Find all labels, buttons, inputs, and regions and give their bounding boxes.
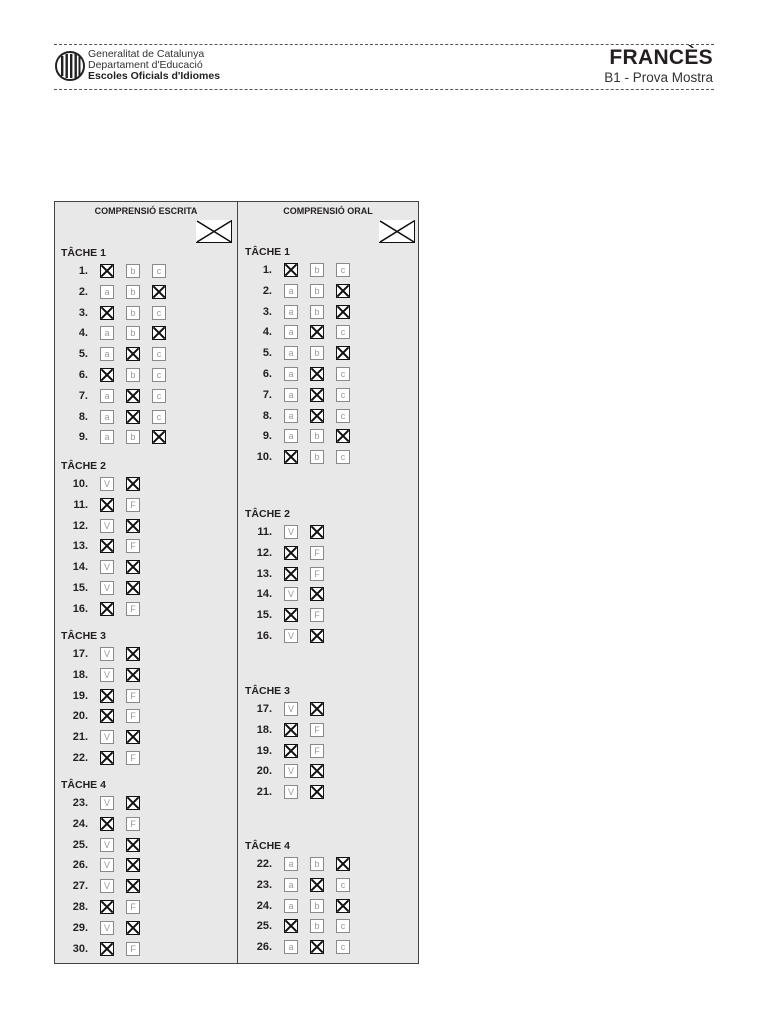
- answer-option-c-checked[interactable]: [336, 857, 350, 871]
- answer-option-v[interactable]: V: [100, 477, 114, 491]
- written-crossed-box: [196, 220, 232, 243]
- oral-question-row: [242, 325, 362, 341]
- answer-option-v-checked[interactable]: [100, 751, 114, 765]
- oral-question-row: [242, 764, 362, 780]
- question-number: 6.: [262, 368, 272, 380]
- answer-option-a[interactable]: a: [100, 285, 114, 299]
- question-number: 21.: [256, 786, 272, 799]
- answer-option-a[interactable]: a: [284, 284, 298, 298]
- answer-option-f[interactable]: F: [126, 709, 140, 723]
- answer-option-f[interactable]: F: [126, 817, 140, 831]
- org-line-3: Escoles Oficials d'Idiomes: [88, 70, 221, 82]
- question-number: 4.: [262, 326, 272, 339]
- question-number: 7.: [262, 388, 272, 401]
- oral-question-row: [242, 450, 362, 466]
- question-number: 29.: [72, 921, 88, 934]
- question-number: 24.: [72, 817, 88, 830]
- answer-option-a-checked[interactable]: [100, 368, 114, 382]
- answer-option-b-checked[interactable]: [310, 878, 324, 892]
- answer-option-f-checked[interactable]: [126, 730, 140, 744]
- answer-option-b[interactable]: b: [310, 284, 324, 298]
- answer-option-b-checked[interactable]: [126, 347, 140, 361]
- question-number: 23.: [72, 797, 88, 809]
- answer-option-f[interactable]: F: [126, 602, 140, 616]
- oral-question-row: [242, 702, 362, 718]
- question-number: 19.: [72, 689, 88, 702]
- answer-option-f-checked[interactable]: [310, 785, 324, 799]
- written-question-row: [58, 285, 178, 301]
- answer-option-b[interactable]: b: [310, 450, 324, 464]
- question-number: 18.: [72, 668, 88, 681]
- answer-option-v-checked[interactable]: [100, 539, 114, 553]
- oral-question-row: [242, 587, 362, 603]
- answer-option-c[interactable]: c: [336, 878, 350, 892]
- written-question-row: [58, 389, 178, 405]
- question-number: 1.: [78, 265, 88, 277]
- answer-option-a[interactable]: a: [100, 326, 114, 340]
- answer-option-a[interactable]: a: [284, 388, 298, 402]
- answer-option-f[interactable]: F: [126, 498, 140, 512]
- written-question-row: [58, 410, 178, 426]
- question-number: 20.: [256, 765, 272, 778]
- oral-question-row: [242, 899, 362, 915]
- question-number: 6.: [78, 369, 88, 381]
- answer-option-c-checked[interactable]: [336, 305, 350, 319]
- question-number: 21.: [72, 731, 88, 744]
- question-number: 12.: [256, 546, 272, 559]
- answer-option-f-checked[interactable]: [126, 560, 140, 574]
- question-number: 8.: [262, 409, 272, 422]
- answer-option-c-checked[interactable]: [336, 284, 350, 298]
- answer-option-v[interactable]: V: [100, 796, 114, 810]
- answer-option-v[interactable]: V: [100, 858, 114, 872]
- question-number: 16.: [72, 602, 88, 615]
- organization-name: [88, 49, 220, 82]
- written-question-row: [58, 689, 178, 705]
- question-number: 13.: [72, 540, 88, 553]
- answer-option-v[interactable]: V: [100, 647, 114, 661]
- written-question-row: [58, 306, 178, 322]
- oral-question-row: [242, 919, 362, 935]
- answer-option-c-checked[interactable]: [152, 326, 166, 340]
- oral-section-label: TÂCHE 2: [245, 508, 290, 520]
- answer-option-v[interactable]: V: [100, 879, 114, 893]
- answer-option-f-checked[interactable]: [126, 519, 140, 533]
- question-number: 17.: [256, 703, 272, 715]
- answer-option-v[interactable]: V: [284, 629, 298, 643]
- answer-option-f-checked[interactable]: [126, 838, 140, 852]
- header-bottom-rule: [54, 89, 714, 90]
- written-question-row: [58, 602, 178, 618]
- written-question-row: [58, 709, 178, 725]
- answer-option-v[interactable]: V: [284, 702, 298, 716]
- question-number: 7.: [78, 389, 88, 402]
- column-divider: [237, 201, 238, 964]
- answer-option-f[interactable]: F: [126, 942, 140, 956]
- answer-option-v-checked[interactable]: [284, 608, 298, 622]
- question-number: 13.: [256, 567, 272, 580]
- question-number: 19.: [256, 744, 272, 757]
- answer-option-c-checked[interactable]: [152, 430, 166, 444]
- header-top-rule: [54, 44, 714, 45]
- answer-option-v-checked[interactable]: [284, 744, 298, 758]
- answer-option-c-checked[interactable]: [336, 899, 350, 913]
- answer-option-c-checked[interactable]: [336, 346, 350, 360]
- written-question-row: [58, 347, 178, 363]
- oral-question-row: [242, 367, 362, 383]
- answer-option-f[interactable]: F: [126, 751, 140, 765]
- answer-option-b[interactable]: b: [126, 285, 140, 299]
- answer-option-v-checked[interactable]: [100, 689, 114, 703]
- answer-option-b[interactable]: b: [310, 263, 324, 277]
- answer-option-f-checked[interactable]: [126, 879, 140, 893]
- answer-option-b-checked[interactable]: [126, 389, 140, 403]
- question-number: 2.: [78, 285, 88, 298]
- question-number: 23.: [256, 878, 272, 891]
- question-number: 16.: [256, 630, 272, 642]
- answer-option-f[interactable]: F: [126, 900, 140, 914]
- question-number: 3.: [262, 305, 272, 318]
- oral-question-row: [242, 525, 362, 541]
- answer-option-c[interactable]: c: [152, 264, 166, 278]
- written-question-row: [58, 264, 178, 280]
- question-number: 22.: [72, 752, 88, 764]
- answer-option-b-checked[interactable]: [310, 940, 324, 954]
- oral-question-row: [242, 744, 362, 760]
- written-question-row: [58, 430, 178, 446]
- oral-section-label: TÂCHE 1: [245, 246, 290, 258]
- answer-option-v-checked[interactable]: [100, 498, 114, 512]
- answer-option-c[interactable]: c: [336, 388, 350, 402]
- oral-column-title: COMPRENSIÓ ORAL: [283, 206, 373, 216]
- answer-option-c[interactable]: c: [336, 325, 350, 339]
- written-question-row: [58, 858, 178, 874]
- answer-option-b-checked[interactable]: [310, 367, 324, 381]
- answer-option-a[interactable]: a: [284, 878, 298, 892]
- answer-option-a-checked[interactable]: [284, 919, 298, 933]
- oral-section-label: TÂCHE 4: [245, 840, 290, 852]
- written-question-row: [58, 668, 178, 684]
- question-number: 20.: [72, 710, 88, 723]
- question-number: 24.: [256, 899, 272, 912]
- answer-option-v-checked[interactable]: [284, 546, 298, 560]
- answer-option-b-checked[interactable]: [310, 325, 324, 339]
- question-number: 14.: [256, 588, 272, 601]
- question-number: 3.: [78, 306, 88, 319]
- answer-option-a-checked[interactable]: [100, 264, 114, 278]
- exam-level: B1 - Prova Mostra: [604, 70, 713, 85]
- answer-option-a-checked[interactable]: [100, 306, 114, 320]
- written-question-row: [58, 368, 178, 384]
- answer-option-v[interactable]: V: [100, 921, 114, 935]
- answer-option-f-checked[interactable]: [126, 858, 140, 872]
- answer-option-c[interactable]: c: [336, 263, 350, 277]
- answer-option-f-checked[interactable]: [310, 629, 324, 643]
- oral-question-row: [242, 546, 362, 562]
- answer-option-b-checked[interactable]: [310, 388, 324, 402]
- answer-option-a[interactable]: a: [284, 367, 298, 381]
- answer-option-f[interactable]: F: [310, 608, 324, 622]
- oral-question-row: [242, 785, 362, 801]
- answer-option-f-checked[interactable]: [126, 581, 140, 595]
- written-question-row: [58, 519, 178, 535]
- oral-question-row: [242, 346, 362, 362]
- answer-option-b[interactable]: b: [126, 368, 140, 382]
- answer-option-f-checked[interactable]: [126, 477, 140, 491]
- answer-option-v[interactable]: V: [284, 785, 298, 799]
- answer-option-b[interactable]: b: [310, 899, 324, 913]
- answer-option-b[interactable]: b: [310, 305, 324, 319]
- written-section-label: TÂCHE 2: [61, 460, 106, 472]
- org-line-2: Departament d'Educació: [88, 59, 203, 71]
- answer-option-v-checked[interactable]: [100, 709, 114, 723]
- answer-option-c[interactable]: c: [336, 367, 350, 381]
- answer-option-a[interactable]: a: [284, 346, 298, 360]
- answer-option-a[interactable]: a: [284, 409, 298, 423]
- written-column-title: COMPRENSIÓ ESCRITA: [94, 206, 198, 216]
- answer-option-f[interactable]: F: [310, 546, 324, 560]
- written-question-row: [58, 942, 178, 958]
- answer-option-a[interactable]: a: [284, 429, 298, 443]
- answer-option-a[interactable]: a: [100, 410, 114, 424]
- answer-option-v[interactable]: V: [100, 838, 114, 852]
- answer-option-c[interactable]: c: [336, 919, 350, 933]
- answer-option-v[interactable]: V: [284, 525, 298, 539]
- oral-question-row: [242, 567, 362, 583]
- answer-option-b[interactable]: b: [310, 429, 324, 443]
- written-question-row: [58, 817, 178, 833]
- question-number: 9.: [78, 431, 88, 444]
- oral-question-row: [242, 388, 362, 404]
- answer-option-b[interactable]: b: [126, 306, 140, 320]
- written-question-row: [58, 581, 178, 597]
- oral-question-row: [242, 305, 362, 321]
- answer-option-a[interactable]: a: [100, 347, 114, 361]
- written-question-row: [58, 326, 178, 342]
- answer-option-c[interactable]: c: [152, 410, 166, 424]
- question-number: 5.: [262, 347, 272, 360]
- oral-crossed-box: [379, 220, 415, 243]
- written-section-label: TÂCHE 4: [61, 779, 106, 791]
- oral-question-row: [242, 857, 362, 873]
- answer-option-a[interactable]: a: [284, 857, 298, 871]
- answer-option-c[interactable]: c: [152, 368, 166, 382]
- written-section-label: TÂCHE 3: [61, 630, 106, 642]
- written-question-row: [58, 879, 178, 895]
- answer-option-v-checked[interactable]: [100, 817, 114, 831]
- question-number: 30.: [72, 942, 88, 955]
- answer-option-f-checked[interactable]: [126, 668, 140, 682]
- answer-option-f-checked[interactable]: [310, 525, 324, 539]
- question-number: 14.: [72, 561, 88, 574]
- oral-question-row: [242, 429, 362, 445]
- answer-option-v-checked[interactable]: [100, 602, 114, 616]
- answer-option-a[interactable]: a: [284, 940, 298, 954]
- question-number: 27.: [72, 880, 88, 893]
- generalitat-logo-icon: [55, 51, 85, 81]
- question-number: 9.: [262, 430, 272, 443]
- answer-option-b-checked[interactable]: [310, 409, 324, 423]
- answer-option-a[interactable]: a: [100, 389, 114, 403]
- answer-option-v[interactable]: V: [100, 519, 114, 533]
- written-question-row: [58, 560, 178, 576]
- answer-option-f[interactable]: F: [126, 689, 140, 703]
- answer-option-a[interactable]: a: [100, 430, 114, 444]
- answer-option-c-checked[interactable]: [152, 285, 166, 299]
- answer-option-v[interactable]: V: [100, 668, 114, 682]
- answer-option-b-checked[interactable]: [126, 410, 140, 424]
- answer-option-f[interactable]: F: [310, 567, 324, 581]
- answer-option-b[interactable]: b: [310, 919, 324, 933]
- answer-option-v-checked[interactable]: [100, 900, 114, 914]
- question-number: 17.: [72, 648, 88, 660]
- written-question-row: [58, 900, 178, 916]
- answer-option-b[interactable]: b: [126, 264, 140, 278]
- oral-question-row: [242, 284, 362, 300]
- answer-option-v[interactable]: V: [100, 560, 114, 574]
- written-section-label: TÂCHE 1: [61, 247, 106, 259]
- question-number: 22.: [256, 858, 272, 870]
- answer-option-a[interactable]: a: [284, 899, 298, 913]
- answer-option-v[interactable]: V: [284, 587, 298, 601]
- written-question-row: [58, 796, 178, 812]
- answer-option-c[interactable]: c: [152, 306, 166, 320]
- answer-option-a[interactable]: a: [284, 305, 298, 319]
- question-number: 15.: [256, 609, 272, 622]
- answer-option-b[interactable]: b: [126, 430, 140, 444]
- question-number: 8.: [78, 410, 88, 423]
- answer-option-c[interactable]: c: [336, 450, 350, 464]
- answer-option-v-checked[interactable]: [284, 723, 298, 737]
- answer-option-c[interactable]: c: [336, 409, 350, 423]
- oral-question-row: [242, 878, 362, 894]
- question-number: 2.: [262, 284, 272, 297]
- oral-section-label: TÂCHE 3: [245, 685, 290, 697]
- answer-option-v[interactable]: V: [284, 764, 298, 778]
- oral-question-row: [242, 608, 362, 624]
- answer-option-f-checked[interactable]: [126, 796, 140, 810]
- answer-option-c[interactable]: c: [152, 347, 166, 361]
- written-question-row: [58, 921, 178, 937]
- question-number: 11.: [257, 526, 272, 538]
- question-number: 11.: [73, 498, 88, 511]
- written-question-row: [58, 730, 178, 746]
- answer-option-a[interactable]: a: [284, 325, 298, 339]
- answer-option-f-checked[interactable]: [126, 647, 140, 661]
- written-question-row: [58, 477, 178, 493]
- question-number: 10.: [72, 478, 88, 490]
- question-number: 18.: [256, 723, 272, 736]
- answer-option-f-checked[interactable]: [310, 702, 324, 716]
- answer-option-v[interactable]: V: [100, 730, 114, 744]
- answer-option-a-checked[interactable]: [284, 263, 298, 277]
- answer-option-b[interactable]: b: [310, 857, 324, 871]
- answer-option-v-checked[interactable]: [284, 567, 298, 581]
- oral-question-row: [242, 629, 362, 645]
- answer-option-f[interactable]: F: [310, 744, 324, 758]
- written-question-row: [58, 838, 178, 854]
- question-number: 26.: [72, 859, 88, 872]
- written-question-row: [58, 751, 178, 767]
- answer-option-b[interactable]: b: [310, 346, 324, 360]
- question-number: 1.: [262, 264, 272, 276]
- answer-option-v[interactable]: V: [100, 581, 114, 595]
- answer-option-c[interactable]: c: [336, 940, 350, 954]
- oral-question-row: [242, 263, 362, 279]
- answer-option-f-checked[interactable]: [310, 587, 324, 601]
- question-number: 5.: [78, 348, 88, 361]
- question-number: 15.: [72, 582, 88, 594]
- written-question-row: [58, 498, 178, 514]
- written-question-row: [58, 647, 178, 663]
- answer-option-a-checked[interactable]: [284, 450, 298, 464]
- written-question-row: [58, 539, 178, 555]
- org-line-1: Generalitat de Catalunya: [88, 48, 205, 60]
- answer-option-c-checked[interactable]: [336, 429, 350, 443]
- answer-option-f-checked[interactable]: [126, 921, 140, 935]
- answer-option-v-checked[interactable]: [100, 942, 114, 956]
- oral-question-row: [242, 940, 362, 956]
- oral-question-row: [242, 723, 362, 739]
- subject-title: FRANCÈS: [609, 46, 713, 69]
- question-number: 25.: [256, 920, 272, 933]
- answer-option-c[interactable]: c: [152, 389, 166, 403]
- answer-option-f-checked[interactable]: [310, 764, 324, 778]
- question-number: 28.: [72, 901, 88, 913]
- oral-question-row: [242, 409, 362, 425]
- question-number: 4.: [78, 327, 88, 340]
- question-number: 10.: [256, 451, 272, 464]
- question-number: 26.: [256, 941, 272, 954]
- question-number: 25.: [72, 838, 88, 851]
- answer-option-f[interactable]: F: [310, 723, 324, 737]
- answer-option-b[interactable]: b: [126, 326, 140, 340]
- question-number: 12.: [72, 519, 88, 532]
- answer-option-f[interactable]: F: [126, 539, 140, 553]
